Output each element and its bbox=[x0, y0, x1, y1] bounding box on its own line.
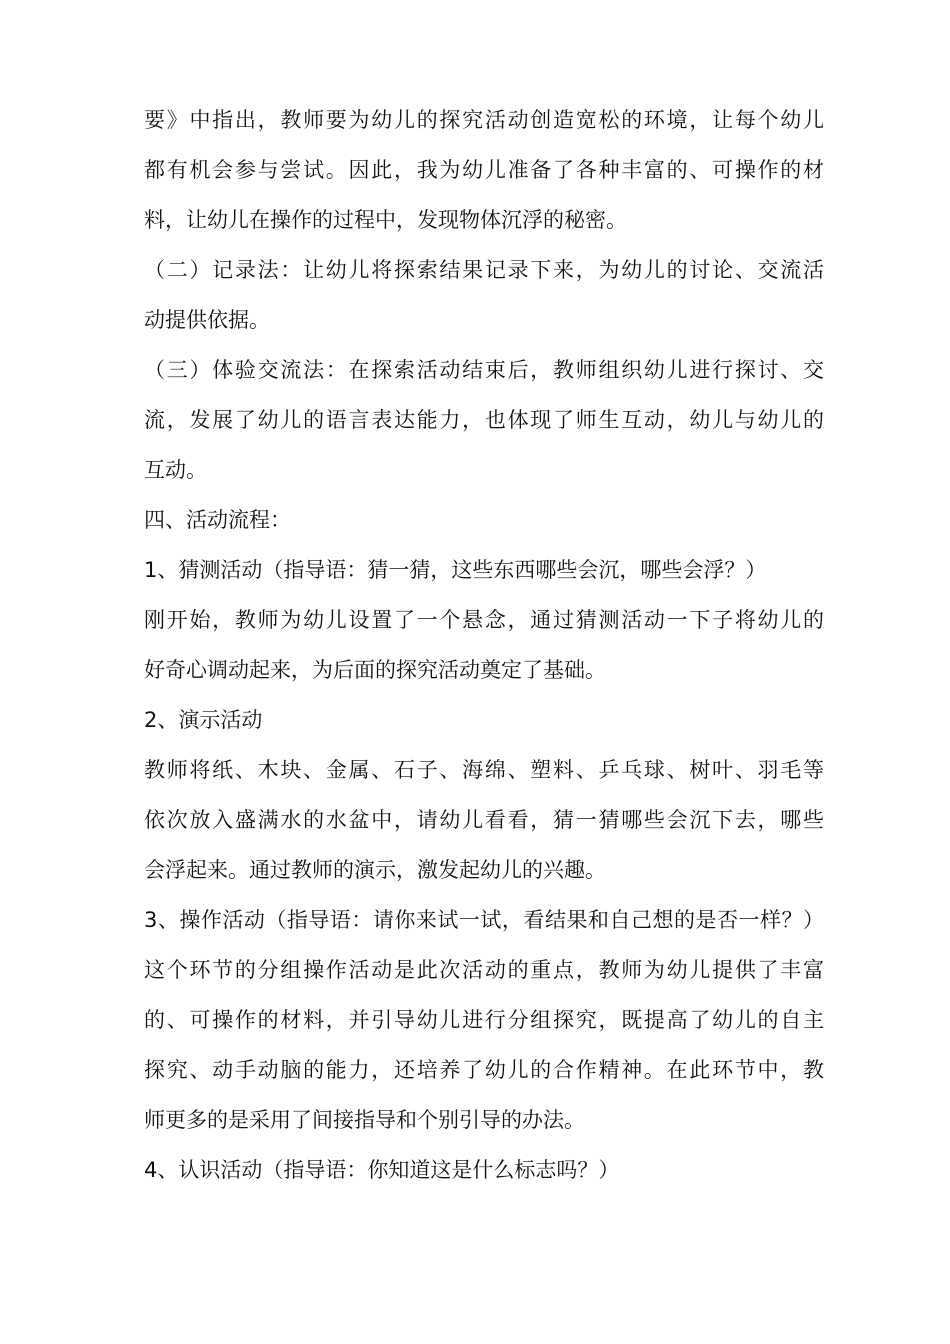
paragraph-line: 教师将纸、木块、金属、石子、海绵、塑料、乒乓球、树叶、羽毛等 bbox=[144, 758, 824, 782]
paragraph-line: 流，发展了幼儿的语言表达能力，也体现了师生互动，幼儿与幼儿的 bbox=[144, 408, 824, 432]
paragraph-line: 刚开始，教师为幼儿设置了一个悬念，通过猜测活动一下子将幼儿的 bbox=[144, 608, 824, 632]
paragraph-line: 探究、动手动脑的能力，还培养了幼儿的合作精神。在此环节中，教 bbox=[144, 1058, 824, 1082]
step-heading: 3、操作活动（指导语：请你来试一试，看结果和自己想的是否一样？） bbox=[144, 908, 824, 932]
paragraph-line: （二）记录法：让幼儿将探索结果记录下来，为幼儿的讨论、交流活 bbox=[144, 258, 824, 282]
paragraph-line: 好奇心调动起来，为后面的探究活动奠定了基础。 bbox=[144, 658, 606, 682]
paragraph-line: 依次放入盛满水的水盆中，请幼儿看看，猜一猜哪些会沉下去，哪些 bbox=[144, 808, 824, 832]
step-heading: 2、演示活动 bbox=[144, 708, 263, 732]
paragraph-line: 动提供依据。 bbox=[144, 308, 270, 332]
paragraph-line: 都有机会参与尝试。因此，我为幼儿准备了各种丰富的、可操作的材 bbox=[144, 158, 824, 182]
paragraph-line: 互动。 bbox=[144, 458, 207, 482]
paragraph-line: 要》中指出，教师要为幼儿的探究活动创造宽松的环境，让每个幼儿 bbox=[144, 108, 824, 132]
paragraph-line: 这个环节的分组操作活动是此次活动的重点，教师为幼儿提供了丰富 bbox=[144, 958, 824, 982]
paragraph-line: 会浮起来。通过教师的演示，激发起幼儿的兴趣。 bbox=[144, 858, 606, 882]
step-heading: 4、认识活动（指导语：你知道这是什么标志吗？） bbox=[144, 1158, 620, 1182]
section-heading: 四、活动流程： bbox=[144, 508, 291, 532]
paragraph-line: 料，让幼儿在操作的过程中，发现物体沉浮的秘密。 bbox=[144, 208, 627, 232]
paragraph-line: 的、可操作的材料，并引导幼儿进行分组探究，既提高了幼儿的自主 bbox=[144, 1008, 824, 1032]
paragraph-line: 师更多的是采用了间接指导和个别引导的办法。 bbox=[144, 1108, 585, 1132]
paragraph-line: （三）体验交流法：在探索活动结束后，教师组织幼儿进行探讨、交 bbox=[144, 358, 824, 382]
step-heading: 1、猜测活动（指导语：猜一猜，这些东西哪些会沉，哪些会浮？） bbox=[144, 558, 767, 582]
